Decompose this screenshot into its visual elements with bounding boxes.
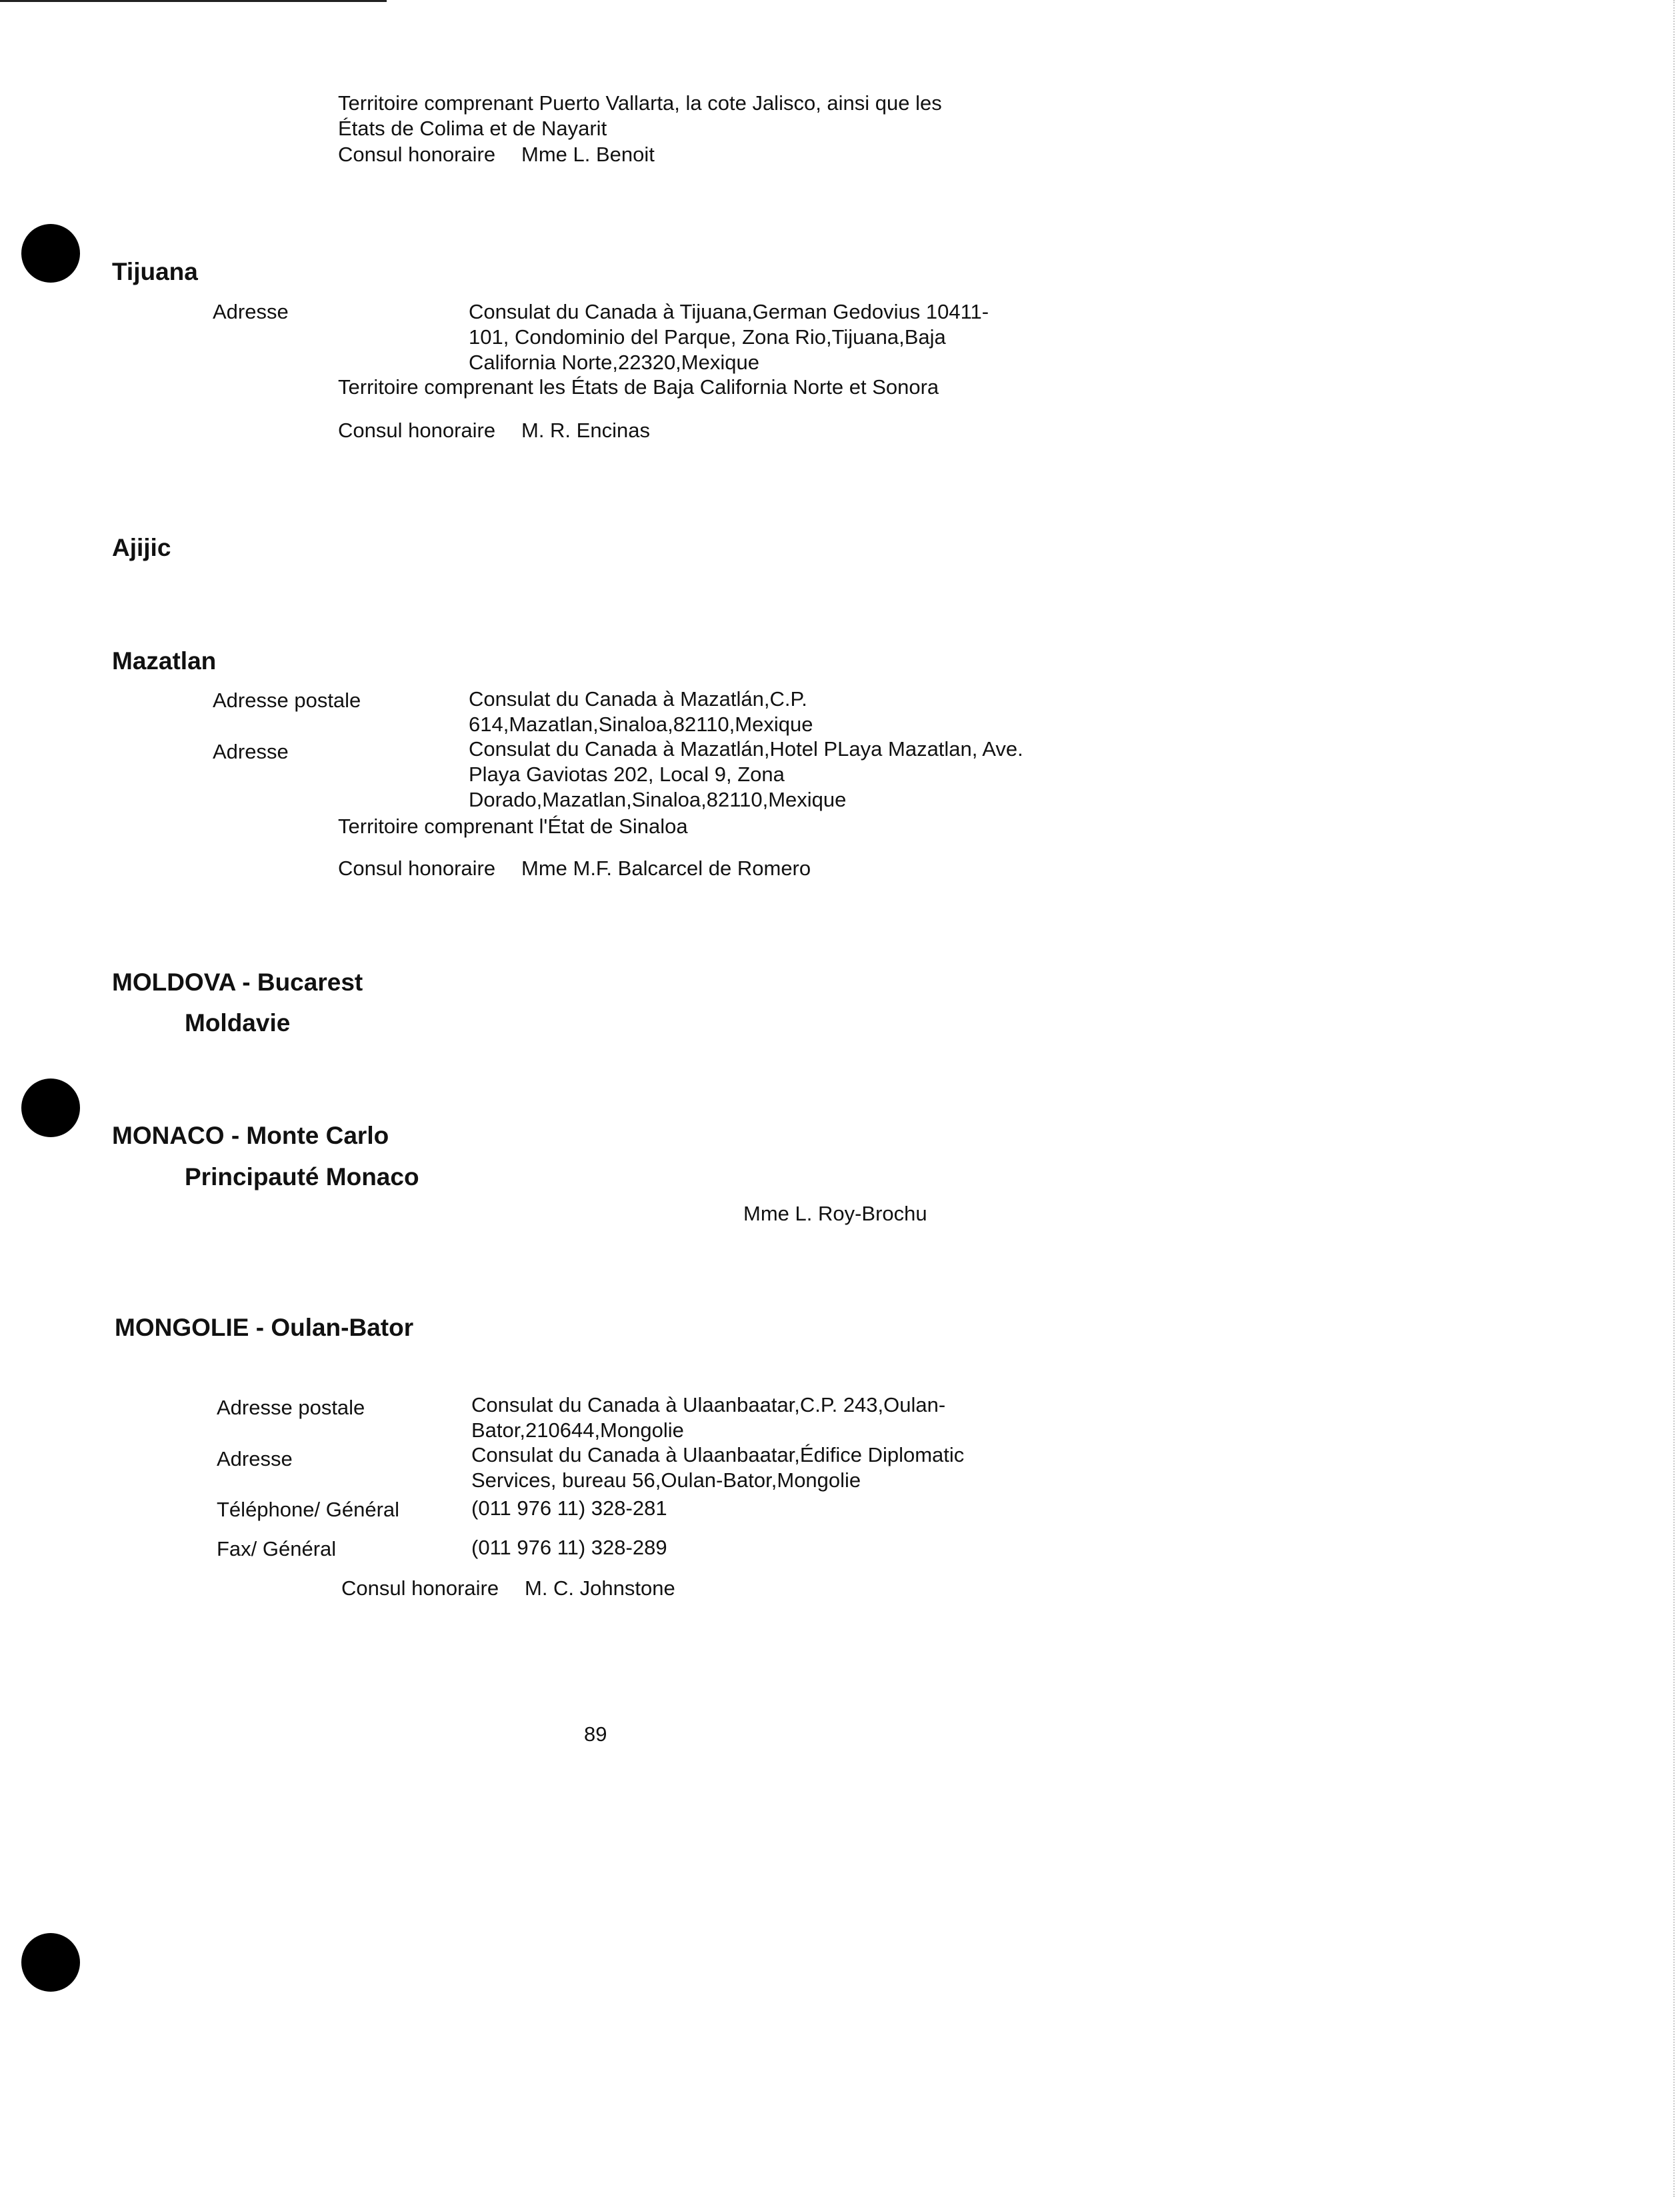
- tijuana-address-line1: Consulat du Canada à Tijuana,German Gedovius 10411-: [469, 300, 989, 323]
- tijuana-address-line2: 101, Condominio del Parque, Zona Rio,Tijuana,Baja: [469, 325, 946, 349]
- mongolie-consul-label: Consul honoraire: [341, 1576, 499, 1600]
- mazatlan-address-label: Adresse: [213, 740, 289, 763]
- mongolie-address-label: Adresse: [217, 1447, 293, 1470]
- mongolie-address-line1: Consulat du Canada à Ulaanbaatar,Édifice Diplomatic: [471, 1443, 965, 1466]
- mongolie-consul-name: M. C. Johnstone: [525, 1576, 675, 1600]
- mongolie-phone-label: Téléphone/ Général: [217, 1498, 400, 1521]
- tijuana-consul-label: Consul honoraire: [338, 419, 496, 442]
- page-edge: [1672, 0, 1675, 2197]
- top-rule: [0, 0, 387, 2]
- mazatlan-consul-name: Mme M.F. Balcarcel de Romero: [521, 857, 811, 880]
- mongolie-fax-label: Fax/ Général: [217, 1537, 337, 1560]
- mazatlan-address-line2: Playa Gaviotas 202, Local 9, Zona: [469, 763, 785, 786]
- mongolie-heading: MONGOLIE - Oulan-Bator: [115, 1314, 414, 1341]
- monaco-heading: MONACO - Monte Carlo: [112, 1122, 389, 1149]
- mongolie-fax-value: (011 976 11) 328-289: [471, 1536, 667, 1559]
- tijuana-consul-name: M. R. Encinas: [521, 419, 650, 442]
- punch-hole-middle: [21, 1079, 80, 1137]
- mazatlan-postal-line2: 614,Mazatlan,Sinaloa,82110,Mexique: [469, 713, 813, 736]
- mazatlan-consul-label: Consul honoraire: [338, 857, 496, 880]
- intro-territory-line2: États de Colima et de Nayarit: [338, 117, 607, 140]
- tijuana-address-line3: California Norte,22320,Mexique: [469, 351, 759, 374]
- intro-territory-line1: Territoire comprenant Puerto Vallarta, la cote Jalisco, ainsi que les: [338, 91, 942, 115]
- mongolie-address-line2: Services, bureau 56,Oulan-Bator,Mongolie: [471, 1468, 861, 1492]
- monaco-name: Mme L. Roy-Brochu: [743, 1202, 927, 1225]
- mongolie-postal-label: Adresse postale: [217, 1396, 365, 1419]
- mazatlan-territory: Territoire comprenant l'État de Sinaloa: [338, 815, 688, 838]
- monaco-subheading: Principauté Monaco: [185, 1163, 419, 1190]
- moldova-heading: MOLDOVA - Bucarest: [112, 969, 363, 996]
- mazatlan-heading: Mazatlan: [112, 647, 217, 675]
- intro-consul-label: Consul honoraire: [338, 143, 496, 166]
- mazatlan-address-line3: Dorado,Mazatlan,Sinaloa,82110,Mexique: [469, 788, 847, 811]
- mazatlan-address-line1: Consulat du Canada à Mazatlán,Hotel PLaya Mazatlan, Ave.: [469, 737, 1023, 761]
- page-number: 89: [584, 1722, 607, 1746]
- tijuana-address-label: Adresse: [213, 300, 289, 323]
- ajijic-heading: Ajijic: [112, 534, 171, 561]
- tijuana-territory: Territoire comprenant les États de Baja California Norte et Sonora: [338, 375, 939, 399]
- mongolie-postal-line1: Consulat du Canada à Ulaanbaatar,C.P. 243,Oulan-: [471, 1393, 946, 1416]
- moldova-subheading: Moldavie: [185, 1009, 291, 1037]
- intro-consul-name: Mme L. Benoit: [521, 143, 655, 166]
- mongolie-phone-value: (011 976 11) 328-281: [471, 1496, 667, 1520]
- mongolie-postal-line2: Bator,210644,Mongolie: [471, 1418, 684, 1442]
- tijuana-heading: Tijuana: [112, 258, 198, 285]
- punch-hole-top: [21, 224, 80, 283]
- punch-hole-bottom: [21, 1933, 80, 1992]
- mazatlan-postal-line1: Consulat du Canada à Mazatlán,C.P.: [469, 687, 807, 711]
- mazatlan-postal-label: Adresse postale: [213, 689, 361, 712]
